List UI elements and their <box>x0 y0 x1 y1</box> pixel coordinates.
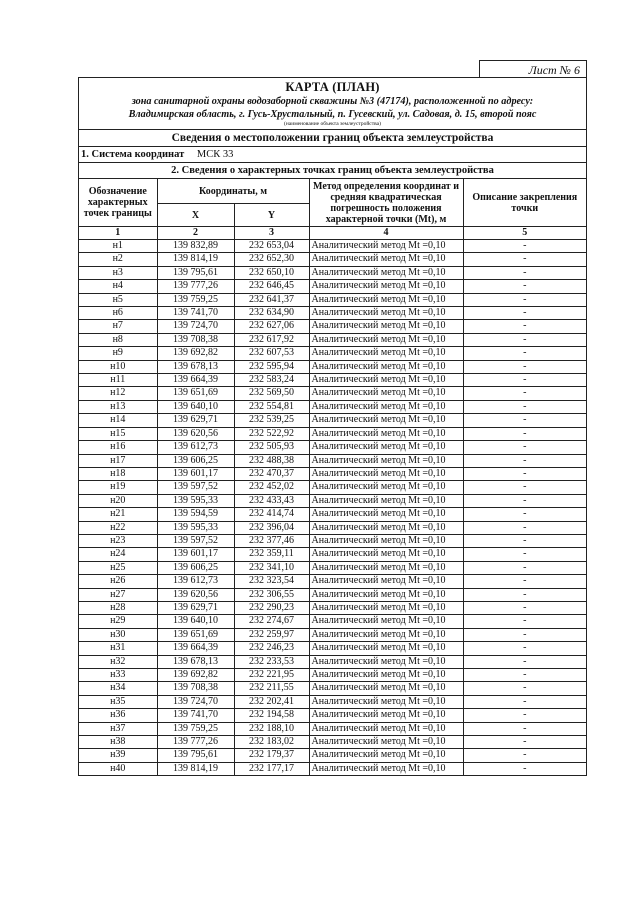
y-coord-cell: 232 233,53 <box>234 655 309 668</box>
x-coord-cell: 139 814,19 <box>157 762 234 775</box>
method-cell: Аналитический метод Mt =0,10 <box>309 307 463 320</box>
x-coord-cell: 139 759,25 <box>157 722 234 735</box>
method-cell: Аналитический метод Mt =0,10 <box>309 655 463 668</box>
description-cell: - <box>463 293 586 306</box>
x-coord-cell: 139 724,70 <box>157 320 234 333</box>
point-id-cell: н28 <box>79 601 157 614</box>
y-coord-cell: 232 274,67 <box>234 615 309 628</box>
y-coord-cell: 232 583,24 <box>234 374 309 387</box>
description-cell: - <box>463 628 586 641</box>
x-coord-cell: 139 612,73 <box>157 441 234 454</box>
table-row <box>79 280 586 293</box>
method-cell: Аналитический метод Mt =0,10 <box>309 695 463 708</box>
header-method: Метод определения координат и средняя квадратическая погрешность положения характерной точки (Mt), м <box>309 179 463 227</box>
method-cell: Аналитический метод Mt =0,10 <box>309 240 463 253</box>
point-id-cell: н5 <box>79 293 157 306</box>
point-id-cell: н8 <box>79 333 157 346</box>
method-cell: Аналитический метод Mt =0,10 <box>309 280 463 293</box>
method-cell: Аналитический метод Mt =0,10 <box>309 360 463 373</box>
description-cell: - <box>463 240 586 253</box>
description-cell: - <box>463 414 586 427</box>
x-coord-cell: 139 814,19 <box>157 253 234 266</box>
x-coord-cell: 139 597,52 <box>157 534 234 547</box>
table-row <box>79 360 586 373</box>
x-coord-cell: 139 777,26 <box>157 736 234 749</box>
y-coord-cell: 232 306,55 <box>234 588 309 601</box>
description-cell: - <box>463 441 586 454</box>
description-cell: - <box>463 669 586 682</box>
table-row <box>79 266 586 279</box>
table-row <box>79 682 586 695</box>
table-row <box>79 320 586 333</box>
method-cell: Аналитический метод Mt =0,10 <box>309 534 463 547</box>
table-row <box>79 253 586 266</box>
point-id-cell: н4 <box>79 280 157 293</box>
table-row <box>79 374 586 387</box>
table-row <box>79 762 586 775</box>
description-cell: - <box>463 575 586 588</box>
x-coord-cell: 139 651,69 <box>157 387 234 400</box>
y-coord-cell: 232 539,25 <box>234 414 309 427</box>
y-coord-cell: 232 188,10 <box>234 722 309 735</box>
description-cell: - <box>463 266 586 279</box>
point-id-cell: н13 <box>79 400 157 413</box>
document-frame <box>78 77 587 776</box>
x-coord-cell: 139 708,38 <box>157 682 234 695</box>
method-cell: Аналитический метод Mt =0,10 <box>309 669 463 682</box>
table-row <box>79 615 586 628</box>
method-cell: Аналитический метод Mt =0,10 <box>309 561 463 574</box>
point-id-cell: н36 <box>79 709 157 722</box>
table-row <box>79 749 586 762</box>
description-cell: - <box>463 347 586 360</box>
point-id-cell: н17 <box>79 454 157 467</box>
method-cell: Аналитический метод Mt =0,10 <box>309 709 463 722</box>
description-cell: - <box>463 561 586 574</box>
method-cell: Аналитический метод Mt =0,10 <box>309 333 463 346</box>
description-cell: - <box>463 762 586 775</box>
point-id-cell: н32 <box>79 655 157 668</box>
method-cell: Аналитический метод Mt =0,10 <box>309 521 463 534</box>
x-coord-cell: 139 692,82 <box>157 669 234 682</box>
x-coord-cell: 139 724,70 <box>157 695 234 708</box>
description-cell: - <box>463 534 586 547</box>
x-coord-cell: 139 678,13 <box>157 360 234 373</box>
method-cell: Аналитический метод Mt =0,10 <box>309 481 463 494</box>
col-number-2: 2 <box>157 227 234 240</box>
description-cell: - <box>463 320 586 333</box>
table-row <box>79 628 586 641</box>
method-cell: Аналитический метод Mt =0,10 <box>309 615 463 628</box>
x-coord-cell: 139 612,73 <box>157 575 234 588</box>
table-row <box>79 561 586 574</box>
table-row <box>79 494 586 507</box>
point-id-cell: н21 <box>79 508 157 521</box>
method-cell: Аналитический метод Mt =0,10 <box>309 400 463 413</box>
method-cell: Аналитический метод Mt =0,10 <box>309 374 463 387</box>
method-cell: Аналитический метод Mt =0,10 <box>309 387 463 400</box>
table-caption: 2. Сведения о характерных точках границ объекта землеустройства <box>79 163 586 179</box>
table-row <box>79 481 586 494</box>
point-id-cell: н29 <box>79 615 157 628</box>
method-cell: Аналитический метод Mt =0,10 <box>309 347 463 360</box>
point-id-cell: н9 <box>79 347 157 360</box>
point-id-cell: н19 <box>79 481 157 494</box>
coord-system-row <box>79 147 586 163</box>
x-coord-cell: 139 708,38 <box>157 333 234 346</box>
x-coord-cell: 139 629,71 <box>157 414 234 427</box>
description-cell: - <box>463 280 586 293</box>
description-cell: - <box>463 454 586 467</box>
x-coord-cell: 139 597,52 <box>157 481 234 494</box>
table-row <box>79 575 586 588</box>
y-coord-cell: 232 323,54 <box>234 575 309 588</box>
x-coord-cell: 139 678,13 <box>157 655 234 668</box>
method-cell: Аналитический метод Mt =0,10 <box>309 601 463 614</box>
table-row <box>79 709 586 722</box>
x-coord-cell: 139 664,39 <box>157 374 234 387</box>
y-coord-cell: 232 452,02 <box>234 481 309 494</box>
point-id-cell: н35 <box>79 695 157 708</box>
method-cell: Аналитический метод Mt =0,10 <box>309 293 463 306</box>
method-cell: Аналитический метод Mt =0,10 <box>309 320 463 333</box>
header-x: X <box>157 204 234 227</box>
point-id-cell: н37 <box>79 722 157 735</box>
table-row <box>79 695 586 708</box>
description-cell: - <box>463 521 586 534</box>
table-row <box>79 722 586 735</box>
point-id-cell: н3 <box>79 266 157 279</box>
point-id-cell: н11 <box>79 374 157 387</box>
subtitle-note: (наименование объекта землеустройства) <box>284 121 381 127</box>
method-cell: Аналитический метод Mt =0,10 <box>309 762 463 775</box>
header-y: Y <box>234 204 309 227</box>
y-coord-cell: 232 290,23 <box>234 601 309 614</box>
col-number-3: 3 <box>234 227 309 240</box>
document-title: КАРТА (ПЛАН) <box>285 80 380 94</box>
y-coord-cell: 232 634,90 <box>234 307 309 320</box>
table-row <box>79 534 586 547</box>
description-cell: - <box>463 387 586 400</box>
y-coord-cell: 232 652,30 <box>234 253 309 266</box>
method-cell: Аналитический метод Mt =0,10 <box>309 642 463 655</box>
x-coord-cell: 139 692,82 <box>157 347 234 360</box>
description-cell: - <box>463 548 586 561</box>
document-header <box>79 78 586 130</box>
y-coord-cell: 232 617,92 <box>234 333 309 346</box>
table-row <box>79 400 586 413</box>
method-cell: Аналитический метод Mt =0,10 <box>309 454 463 467</box>
y-coord-cell: 232 341,10 <box>234 561 309 574</box>
x-coord-cell: 139 664,39 <box>157 642 234 655</box>
point-id-cell: н26 <box>79 575 157 588</box>
table-row <box>79 307 586 320</box>
point-id-cell: н16 <box>79 441 157 454</box>
y-coord-cell: 232 641,37 <box>234 293 309 306</box>
points-table <box>79 163 586 775</box>
point-id-cell: н2 <box>79 253 157 266</box>
y-coord-cell: 232 259,97 <box>234 628 309 641</box>
y-coord-cell: 232 470,37 <box>234 467 309 480</box>
header-coords: Координаты, м <box>157 179 309 204</box>
point-id-cell: н18 <box>79 467 157 480</box>
y-coord-cell: 232 595,94 <box>234 360 309 373</box>
method-cell: Аналитический метод Mt =0,10 <box>309 736 463 749</box>
point-id-cell: н20 <box>79 494 157 507</box>
description-cell: - <box>463 709 586 722</box>
x-coord-cell: 139 620,56 <box>157 427 234 440</box>
description-cell: - <box>463 494 586 507</box>
x-coord-cell: 139 640,10 <box>157 615 234 628</box>
description-cell: - <box>463 749 586 762</box>
point-id-cell: н40 <box>79 762 157 775</box>
point-id-cell: н10 <box>79 360 157 373</box>
table-row <box>79 467 586 480</box>
description-cell: - <box>463 467 586 480</box>
method-cell: Аналитический метод Mt =0,10 <box>309 494 463 507</box>
y-coord-cell: 232 202,41 <box>234 695 309 708</box>
x-coord-cell: 139 594,59 <box>157 508 234 521</box>
y-coord-cell: 232 554,81 <box>234 400 309 413</box>
y-coord-cell: 232 505,93 <box>234 441 309 454</box>
x-coord-cell: 139 595,33 <box>157 521 234 534</box>
col-number-5: 5 <box>463 227 586 240</box>
y-coord-cell: 232 414,74 <box>234 508 309 521</box>
x-coord-cell: 139 606,25 <box>157 561 234 574</box>
y-coord-cell: 232 177,17 <box>234 762 309 775</box>
method-cell: Аналитический метод Mt =0,10 <box>309 253 463 266</box>
table-row <box>79 655 586 668</box>
description-cell: - <box>463 615 586 628</box>
point-id-cell: н6 <box>79 307 157 320</box>
x-coord-cell: 139 640,10 <box>157 400 234 413</box>
table-row <box>79 333 586 346</box>
y-coord-cell: 232 359,11 <box>234 548 309 561</box>
table-row <box>79 240 586 253</box>
table-row <box>79 293 586 306</box>
point-id-cell: н34 <box>79 682 157 695</box>
point-id-cell: н15 <box>79 427 157 440</box>
subtitle-line-1: зона санитарной охраны водозаборной скважины №3 (47174), расположенной по адресу: <box>131 96 534 107</box>
coord-system-label: 1. Система координат <box>81 149 185 160</box>
point-id-cell: н14 <box>79 414 157 427</box>
method-cell: Аналитический метод Mt =0,10 <box>309 266 463 279</box>
table-row <box>79 441 586 454</box>
point-id-cell: н33 <box>79 669 157 682</box>
point-id-cell: н24 <box>79 548 157 561</box>
y-coord-cell: 232 221,95 <box>234 669 309 682</box>
description-cell: - <box>463 655 586 668</box>
coord-system-value: МСК 33 <box>196 149 234 160</box>
y-coord-cell: 232 646,45 <box>234 280 309 293</box>
y-coord-cell: 232 650,10 <box>234 266 309 279</box>
x-coord-cell: 139 741,70 <box>157 307 234 320</box>
table-row <box>79 387 586 400</box>
x-coord-cell: 139 795,61 <box>157 266 234 279</box>
method-cell: Аналитический метод Mt =0,10 <box>309 441 463 454</box>
table-row <box>79 454 586 467</box>
x-coord-cell: 139 777,26 <box>157 280 234 293</box>
y-coord-cell: 232 246,23 <box>234 642 309 655</box>
y-coord-cell: 232 433,43 <box>234 494 309 507</box>
description-cell: - <box>463 736 586 749</box>
description-cell: - <box>463 333 586 346</box>
description-cell: - <box>463 588 586 601</box>
method-cell: Аналитический метод Mt =0,10 <box>309 508 463 521</box>
col-number-1: 1 <box>79 227 157 240</box>
point-id-cell: н23 <box>79 534 157 547</box>
description-cell: - <box>463 253 586 266</box>
description-cell: - <box>463 481 586 494</box>
method-cell: Аналитический метод Mt =0,10 <box>309 749 463 762</box>
table-row <box>79 414 586 427</box>
table-row <box>79 427 586 440</box>
table-row <box>79 669 586 682</box>
y-coord-cell: 232 569,50 <box>234 387 309 400</box>
x-coord-cell: 139 741,70 <box>157 709 234 722</box>
y-coord-cell: 232 522,92 <box>234 427 309 440</box>
point-id-cell: н25 <box>79 561 157 574</box>
method-cell: Аналитический метод Mt =0,10 <box>309 414 463 427</box>
description-cell: - <box>463 682 586 695</box>
y-coord-cell: 232 194,58 <box>234 709 309 722</box>
method-cell: Аналитический метод Mt =0,10 <box>309 467 463 480</box>
y-coord-cell: 232 488,38 <box>234 454 309 467</box>
x-coord-cell: 139 601,17 <box>157 467 234 480</box>
points-table-body <box>79 240 586 776</box>
y-coord-cell: 232 627,06 <box>234 320 309 333</box>
point-id-cell: н1 <box>79 240 157 253</box>
description-cell: - <box>463 642 586 655</box>
y-coord-cell: 232 179,37 <box>234 749 309 762</box>
x-coord-cell: 139 651,69 <box>157 628 234 641</box>
x-coord-cell: 139 595,33 <box>157 494 234 507</box>
method-cell: Аналитический метод Mt =0,10 <box>309 722 463 735</box>
description-cell: - <box>463 508 586 521</box>
y-coord-cell: 232 377,46 <box>234 534 309 547</box>
sheet-number: Лист № 6 <box>479 60 587 78</box>
method-cell: Аналитический метод Mt =0,10 <box>309 575 463 588</box>
table-row <box>79 588 586 601</box>
point-id-cell: н38 <box>79 736 157 749</box>
y-coord-cell: 232 183,02 <box>234 736 309 749</box>
table-row <box>79 642 586 655</box>
y-coord-cell: 232 607,53 <box>234 347 309 360</box>
method-cell: Аналитический метод Mt =0,10 <box>309 548 463 561</box>
description-cell: - <box>463 374 586 387</box>
header-point: Обозначение характерных точек границы <box>79 179 157 227</box>
section-title: Сведения о местоположении границ объекта землеустройства <box>79 130 586 147</box>
method-cell: Аналитический метод Mt =0,10 <box>309 588 463 601</box>
method-cell: Аналитический метод Mt =0,10 <box>309 628 463 641</box>
y-coord-cell: 232 396,04 <box>234 521 309 534</box>
table-row <box>79 548 586 561</box>
x-coord-cell: 139 832,89 <box>157 240 234 253</box>
description-cell: - <box>463 360 586 373</box>
description-cell: - <box>463 307 586 320</box>
x-coord-cell: 139 629,71 <box>157 601 234 614</box>
x-coord-cell: 139 795,61 <box>157 749 234 762</box>
point-id-cell: н39 <box>79 749 157 762</box>
table-row <box>79 347 586 360</box>
x-coord-cell: 139 620,56 <box>157 588 234 601</box>
header-desc: Описание закрепления точки <box>463 179 586 227</box>
description-cell: - <box>463 722 586 735</box>
y-coord-cell: 232 653,04 <box>234 240 309 253</box>
point-id-cell: н30 <box>79 628 157 641</box>
col-number-4: 4 <box>309 227 463 240</box>
table-row <box>79 508 586 521</box>
point-id-cell: н7 <box>79 320 157 333</box>
description-cell: - <box>463 427 586 440</box>
subtitle-line-2: Владимирская область, г. Гусь-Хрустальный, п. Гусевский, ул. Садовая, д. 15, второй пояс <box>128 109 537 120</box>
point-id-cell: н27 <box>79 588 157 601</box>
method-cell: Аналитический метод Mt =0,10 <box>309 682 463 695</box>
point-id-cell: н12 <box>79 387 157 400</box>
x-coord-cell: 139 759,25 <box>157 293 234 306</box>
y-coord-cell: 232 211,55 <box>234 682 309 695</box>
x-coord-cell: 139 601,17 <box>157 548 234 561</box>
description-cell: - <box>463 601 586 614</box>
table-row <box>79 601 586 614</box>
method-cell: Аналитический метод Mt =0,10 <box>309 427 463 440</box>
table-row <box>79 521 586 534</box>
point-id-cell: н22 <box>79 521 157 534</box>
description-cell: - <box>463 400 586 413</box>
table-row <box>79 736 586 749</box>
point-id-cell: н31 <box>79 642 157 655</box>
description-cell: - <box>463 695 586 708</box>
x-coord-cell: 139 606,25 <box>157 454 234 467</box>
